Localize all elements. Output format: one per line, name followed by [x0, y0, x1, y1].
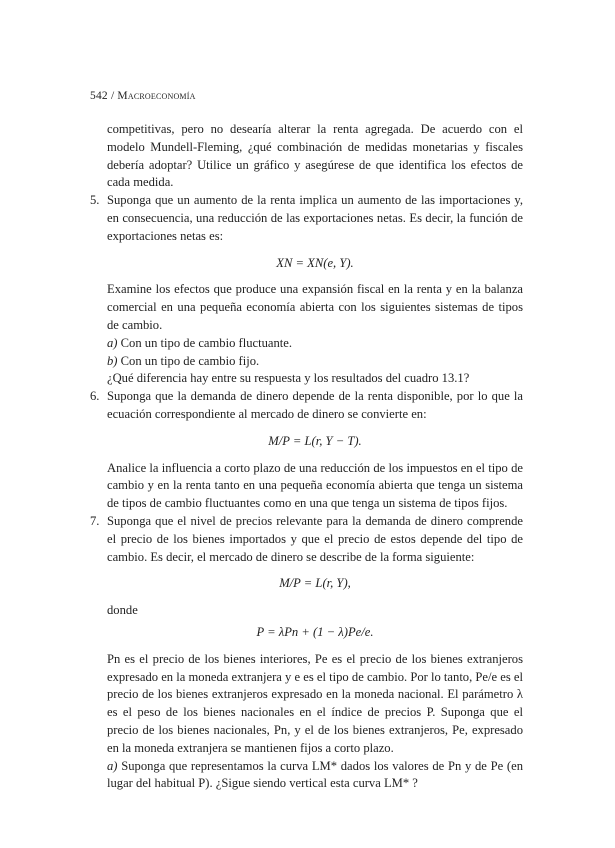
exercise-text: Suponga que la demanda de dinero depende de la renta disponible, por lo que la ecuación correspondiente al mercado de dinero se convierte en:	[107, 389, 523, 421]
exercise-number: 7.	[90, 513, 100, 528]
subitem-a	[107, 758, 523, 794]
subitem-label: a)	[107, 335, 118, 350]
page-number: 542	[90, 90, 108, 102]
header-separator: /	[110, 90, 115, 102]
exercise-5	[90, 192, 523, 388]
subitem-a	[107, 335, 523, 353]
page-body	[90, 121, 523, 793]
exercise-question: ¿Qué diferencia hay entre su respuesta y los resultados del cuadro 13.1?	[107, 371, 470, 386]
subitem-label: b)	[107, 353, 118, 368]
subitem-label: a)	[107, 758, 118, 773]
subitem-text: Con un tipo de cambio fijo.	[120, 353, 260, 368]
exercise-text-2: Analice la influencia a corto plazo de una reducción de los impuestos en el tipo de cambio y en la renta tanto en una pequeña economía abierta que tenga un sistema de tipos de cambio fluctuantes como en una que tenga un sistema de tipos fijos.	[107, 460, 523, 511]
exercise-text-2: Pn es el precio de los bienes interiores, Pe es el precio de los bienes extranjeros expresado en la moneda extranjera y e es el tipo de cambio. Por lo tanto, Pe/e es el precio de los bienes extranjeros expresado en la moneda nacional. El parámetro λ es el peso de los bienes nacionales en el índice de precios P. Suponga que el precio de los bienes nacionales, Pn, y el de los bienes extranjeros, Pe, expresado en la moneda extranjera se mantienen fijos a corto plazo.	[107, 651, 523, 755]
equation: M/P = L(r, Y − T).	[268, 433, 362, 448]
exercise-text: Suponga que el nivel de precios relevante para la demanda de dinero comprende el precio de los bienes importados y que el precio de estos depende del tipo de cambio. Es decir, el mercado de dinero se describe de la forma siguiente:	[107, 513, 523, 564]
exercise-text-2: Examine los efectos que produce una expansión fiscal en la renta y en la balanza comercial en una pequeña economía abierta con los siguientes sistemas de tipos de cambio.	[107, 282, 523, 332]
subitem-text: Suponga que representamos la curva LM* dados los valores de Pn y de Pe (en lugar del habitual P). ¿Sigue siendo vertical esta curva LM* ?	[107, 758, 523, 791]
exercise-6	[90, 388, 523, 513]
donde-label: donde	[107, 603, 138, 618]
equation-1: M/P = L(r, Y),	[279, 576, 351, 591]
subitem-text: Con un tipo de cambio fluctuante.	[120, 335, 293, 350]
exercise-text: Suponga que un aumento de la renta implica un aumento de las importaciones y, en consecuencia, una reducción de las exportaciones netas. Es decir, la función de exportaciones netas es:	[107, 193, 523, 243]
subitem-b	[107, 353, 523, 371]
exercise-7	[90, 513, 523, 793]
exercise-number: 5.	[90, 193, 100, 208]
equation-2: P = λPn + (1 − λ)Pe/e.	[256, 624, 374, 639]
item4-continuation: competitivas, pero no desearía alterar la renta agregada. De acuerdo con el modelo Mundell-Fleming, ¿qué combinación de medidas monetarias y fiscales debería adoptar? Utilice un gráfico y asegúrese de que identifica los efectos de cada medida.	[107, 122, 523, 190]
book-title: Macroeconomía	[117, 90, 196, 102]
exercise-number: 6.	[90, 389, 100, 404]
equation: XN = XN(e, Y).	[276, 255, 354, 270]
running-header	[90, 90, 196, 102]
